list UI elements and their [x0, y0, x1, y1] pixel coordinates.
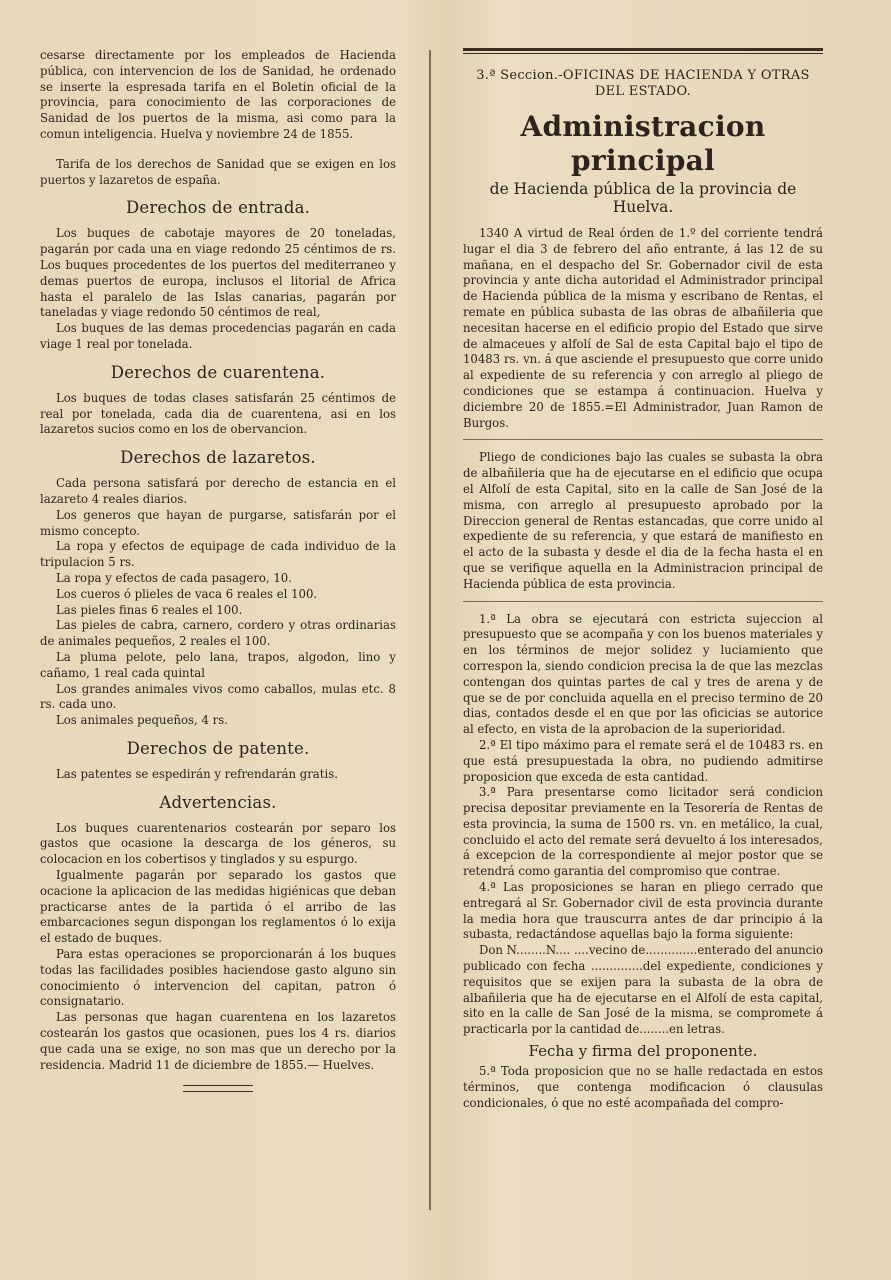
- right-column: [463, 48, 823, 1111]
- signature-line: Fecha y firma del proponente.: [528, 1042, 758, 1061]
- admin-subtitle: de Hacienda pública de la provincia de Huelva.: [489, 180, 797, 216]
- left-column: [40, 48, 396, 1092]
- patente-paragraph: Las patentes se espedirán y refrendarán gratis.: [56, 766, 338, 781]
- intro-paragraph: cesarse directamente por los empleados de Hacienda pública, con intervencion de los de Sanidad, he ordenado se inserte la espresada tarifa en el Boletin oficial de la provincia, para conocimiento de las corporaciones de Sanidad de los puertos de la misma, asi como para la comun inteligencia. Huelva y noviembre 24 de 1855.: [40, 48, 396, 141]
- lazaretos-item: La pluma pelote, pelo lana, trapos, algodon, lino y cañamo, 1 real cada quintal: [40, 649, 396, 680]
- entrada-paragraph-1: Los buques de cabotaje mayores de 20 toneladas, pagarán por cada una en viage redondo 25 céntimos de rs. Los buques procedentes de los puertos del mediterraneo y demas puertos de europa, inclusos el litorial de Africa hasta el paralelo de las Islas canarias, pagarán por taneladas y viage redondo 50 céntimos de real,: [40, 226, 396, 320]
- column-divider: [429, 50, 431, 1210]
- end-separator: [183, 1085, 253, 1092]
- condition-3: 3.ª Para presentarse como licitador será condicion precisa depositar previamente en la Tesorería de Rentas de esta provincia, la suma de 1500 rs. vn. en metálico, la cual, concluido el acto del remate será devuelto á los interesados, á excepcion de la correspondiente al mejor postor que se retendrá como garantia del compromiso que contrae.: [463, 785, 823, 879]
- condition-4: 4.ª Las proposiciones se haran en pliego cerrado que entregará al Sr. Gobernador civil de esta provincia durante la media hora que trauscurra antes de dar principio á la subasta, redactándose aquellas bajo la forma siguiente:: [463, 880, 823, 942]
- section-rule-thin: [463, 53, 823, 54]
- proposal-template: Don N........N.... ....vecino de..............enterado del anuncio publicado con fecha ..............del expediente, condiciones y requisitos que se exijen para la subasta de la obra de albañileria que ha de ejecutarse en el Alfolí de esta capital, sito en la calle de San José de la misma, se compromete á practicarla por la cantidad de........en letras.: [463, 943, 823, 1037]
- divider-line: [463, 601, 823, 602]
- cuarentena-paragraph: Los buques de todas clases satisfarán 25 céntimos de real por tonelada, cada dia de cuarentena, asi en los lazaretos sucios como en los de obervancion.: [40, 390, 396, 437]
- condition-1: 1.ª La obra se ejecutará con estricta sujeccion al presupuesto que se acompaña y con los buenos materiales y en los términos de mejor solidez y luciamiento que correspon la, siendo condicion precisa la de que las mezclas contengan dos quintas partes de cal y tres de arena y de que se de por concluida aquella en el preciso termino de 20 dias, contados desde el en que por las oficicias se autorice al efecto, en vista de la aprobacion de la superioridad.: [463, 611, 823, 737]
- lazaretos-item: Las pieles finas 6 reales el 100.: [56, 602, 243, 617]
- advertencia-item: Igualmente pagarán por separado los gastos que ocacione la aplicacion de las medidas higiénicas que deban practicarse antes de la partida ó el arribo de las embarcaciones segun dispongan los reglamentos ó lo exija el estado de buques.: [40, 868, 396, 946]
- tarifa-heading: Tarifa de los derechos de Sanidad que se exigen en los puertos y lazaretos de españa.: [40, 156, 396, 187]
- cuarentena-title: Derechos de cuarentena.: [110, 362, 326, 382]
- pliego-heading: Pliego de condiciones bajo las cuales se subasta la obra de albañileria que ha de ejecutarse en el edificio que ocupa el Alfolí de esta Capital, sito en la calle de San José de la misma, con arreglo al presupuesto aprobado por la Direccion general de Rentas estancadas, que corre unido al expediente de su referencia, y que estará de manifiesto en el acto de la subasta y desde el dia de la fecha hasta el en que se verifique aquella en la Administracion principal de Hacienda pública de esta provincia.: [463, 450, 823, 591]
- lazaretos-item: Los animales pequeños, 4 rs.: [56, 713, 228, 728]
- advertencia-item: Las personas que hagan cuarentena en los lazaretos costearán los gastos que ocasionen, pues los 4 rs. diarios que cada una se exige, no son mas que un derecho por la residencia. Madrid 11 de diciembre de 1855.— Huelves.: [40, 1010, 396, 1072]
- admin-title: Administracion principal: [520, 110, 766, 177]
- notice-1340: 1340 A virtud de Real órden de 1.º del corriente tendrá lugar el dia 3 de febrero del año entrante, á las 12 de su mañana, en el despacho del Sr. Gobernador civil de esta provincia y ante dicha autoridad el Administrador principal de Hacienda pública de la misma y escribano de Rentas, el remate en pública subasta de las obras de albañileria que necesitan hacerse en el edificio propio del Estado que sirve de almaceues y alfolí de Sal de esta Capital bajo el tipo de 10483 rs. vn. á que asciende el presupuesto que corre unido al expediente de su referencia y con arreglo al pliego de condiciones que se estampa á continuacion. Huelva y diciembre 20 de 1855.=El Administrador, Juan Ramon de Burgos.: [463, 226, 823, 430]
- patente-title: Derechos de patente.: [126, 738, 310, 758]
- lazaretos-item: La ropa y efectos de equipage de cada individuo de la tripulacion 5 rs.: [40, 539, 396, 570]
- lazaretos-item: Los grandes animales vivos como caballos, mulas etc. 8 rs. cada uno.: [40, 681, 396, 712]
- advertencia-item: Los buques cuarentenarios costearán por separo los gastos que ocasione la descarga de los géneros, su colocacion en los cobertisos y tinglados y su espurgo.: [40, 820, 396, 867]
- lazaretos-item: Las pieles de cabra, carnero, cordero y otras ordinarias de animales pequeños, 2 reales el 100.: [40, 618, 396, 649]
- advertencia-item: Para estas operaciones se proporcionarán á los buques todas las facilidades posibles haciendose gasto alguno sin conocimiento ó intervencion del capitan, patron ó consignatario.: [40, 947, 396, 1009]
- condition-5: 5.ª Toda proposicion que no se halle redactada en estos términos, que contenga modificacion ó clausulas condicionales, ó que no esté acompañada del compro-: [463, 1064, 823, 1110]
- entrada-paragraph-2: Los buques de las demas procedencias pagarán en cada viage 1 real por tonelada.: [40, 321, 396, 351]
- condition-2: 2.ª El tipo máximo para el remate será el de 10483 rs. en que está presupuestada la obra, no pudiendo admitirse proposicion que exceda de esta cantidad.: [463, 737, 823, 784]
- lazaretos-item: La ropa y efectos de cada pasagero, 10.: [56, 570, 292, 585]
- lazaretos-item: Cada persona satisfará por derecho de estancia en el lazareto 4 reales diarios.: [40, 476, 396, 506]
- divider-line: [463, 439, 823, 440]
- lazaretos-title: Derechos de lazaretos.: [120, 448, 316, 468]
- lazaretos-item: Los generos que hayan de purgarse, satisfarán por el mismo concepto.: [40, 507, 396, 538]
- lazaretos-item: Los cueros ó plieles de vaca 6 reales el 100.: [56, 586, 318, 601]
- section-rule: [463, 48, 823, 51]
- advertencias-title: Advertencias.: [159, 792, 277, 812]
- entrada-title: Derechos de entrada.: [125, 198, 311, 218]
- section-heading: 3.ª Seccion.-OFICINAS DE HACIENDA Y OTRAS DEL ESTADO.: [476, 68, 810, 99]
